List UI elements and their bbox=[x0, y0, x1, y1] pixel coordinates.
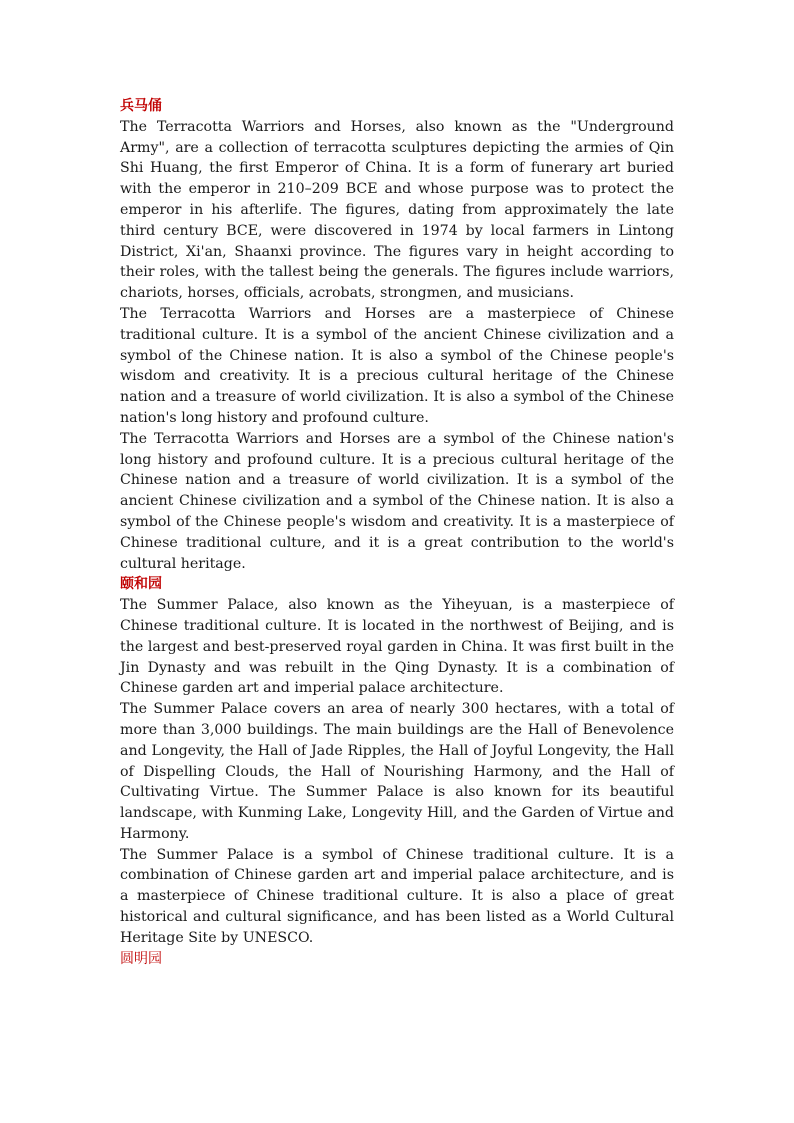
paragraph: The Terracotta Warriors and Horses, also known as the "Underground Army", are a collection of terracotta sculptures depicting the armies of Qin Shi Huang, the first Emperor of China. It is a form of funerary art buried with the emperor in 210–209 BCE and whose purpose was to protect the emperor in his afterlife. The figures, dating from approximately the late third century BCE, were discovered in 1974 by local farmers in Lintong District, Xi'an, Shaanxi province. The figures vary in height according to their roles, with the tallest being the generals. The figures include warriors, chariots, horses, officials, acrobats, strongmen, and musicians. bbox=[120, 118, 674, 302]
paragraph: The Summer Palace, also known as the Yiheyuan, is a masterpiece of Chinese traditional culture. It is located in the northwest of Beijing, and is the largest and best-preserved royal garden in China. It was first built in the Jin Dynasty and was rebuilt in the Qing Dynasty. It is a combination of Chinese garden art and imperial palace architecture. bbox=[120, 597, 674, 697]
section-terracotta-warriors bbox=[120, 96, 674, 574]
section-heading: 兵马俑 bbox=[120, 98, 162, 114]
paragraph: The Summer Palace covers an area of nearly 300 hectares, with a total of more than 3,000 buildings. The main buildings are the Hall of Benevolence and Longevity, the Hall of Jade Ripples, the Hall of Joyful Longevity, the Hall of Dispelling Clouds, the Hall of Nourishing Harmony, and the Hall of Cultivating Virtue. The Summer Palace is also known for its beautiful landscape, with Kunming Lake, Longevity Hill, and the Garden of Virtue and Harmony. bbox=[120, 701, 674, 842]
document-page bbox=[120, 96, 674, 969]
paragraph: The Terracotta Warriors and Horses are a symbol of the Chinese nation's long history and profound culture. It is a precious cultural heritage of the Chinese nation and a treasure of world civilization. It is a symbol of the ancient Chinese civilization and a symbol of the Chinese nation. It is also a symbol of the Chinese people's wisdom and creativity. It is a masterpiece of Chinese traditional culture, and it is a great contribution to the world's cultural heritage. bbox=[120, 430, 674, 572]
paragraph: The Summer Palace is a symbol of Chinese traditional culture. It is a combination of Chinese garden art and imperial palace architecture, and is a masterpiece of Chinese traditional culture. It is also a place of great historical and cultural significance, and has been listed as a World Cultural Heritage Site by UNESCO. bbox=[120, 846, 674, 946]
paragraph: The Terracotta Warriors and Horses are a masterpiece of Chinese traditional culture. It is a symbol of the ancient Chinese civilization and a symbol of the Chinese nation. It is also a symbol of the Chinese people's wisdom and creativity. It is a precious cultural heritage of the Chinese nation and a treasure of world civilization. It is also a symbol of the Chinese nation's long history and profound culture. bbox=[120, 305, 674, 426]
section-summer-palace bbox=[120, 574, 674, 948]
section-old-summer-palace bbox=[120, 949, 674, 970]
section-heading: 圆明园 bbox=[120, 950, 162, 967]
section-heading: 颐和园 bbox=[120, 576, 162, 593]
